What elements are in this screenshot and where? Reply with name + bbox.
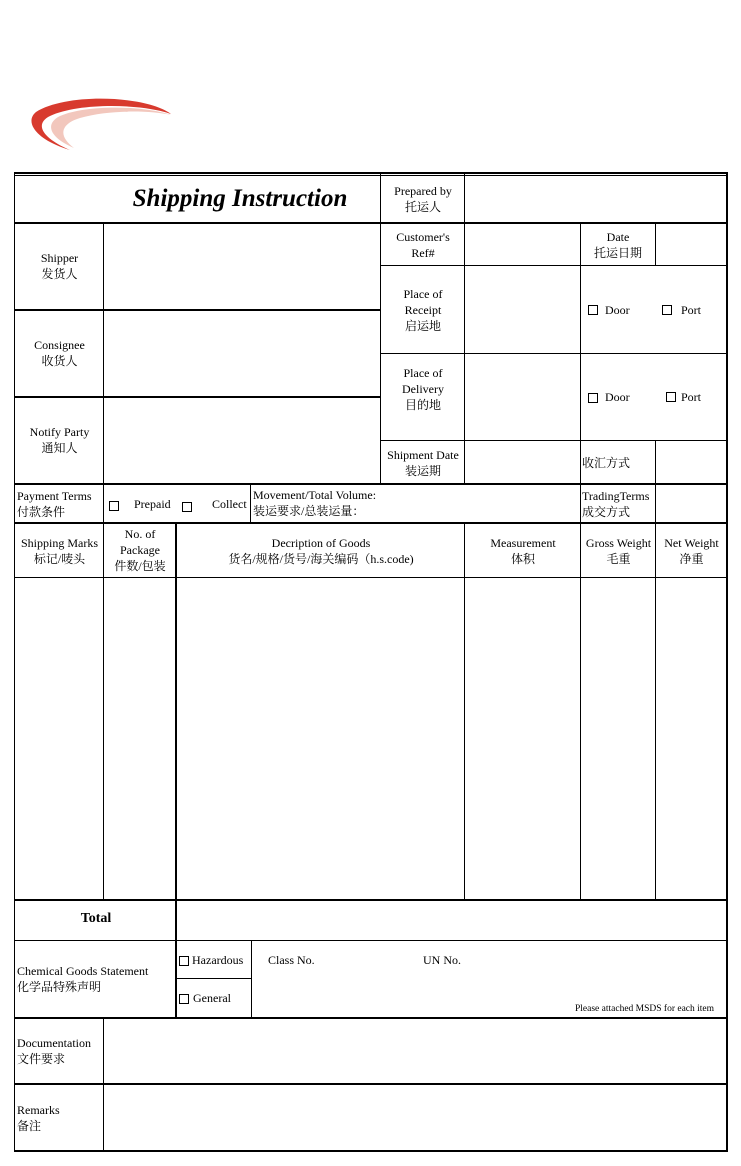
- company-logo: [28, 94, 178, 154]
- place-of-receipt-label: Place of Receipt 启运地: [403, 287, 443, 333]
- delivery-port-checkbox[interactable]: [666, 392, 676, 402]
- consignee-label: Consignee 收货人: [34, 338, 85, 368]
- remarks-field[interactable]: [105, 1086, 725, 1149]
- shipment-date-label: Shipment Date 装运期: [387, 448, 459, 478]
- receipt-port-label: Port: [681, 303, 702, 317]
- collect-checkbox[interactable]: [182, 502, 192, 512]
- remarks-label: Remarks 备注: [17, 1103, 60, 1133]
- notify-party-field[interactable]: [105, 398, 379, 482]
- notify-party-label: Notify Party 通知人: [29, 425, 90, 455]
- collect-label: Collect: [212, 497, 247, 511]
- measurement-field[interactable]: [466, 579, 580, 898]
- receipt-door-label: Door: [605, 303, 630, 317]
- customer-ref-field[interactable]: [466, 224, 580, 265]
- packages-header: No. of Package 件数/包装: [114, 527, 166, 573]
- place-of-delivery-label: Place of Delivery 目的地: [402, 366, 444, 412]
- un-no-label: UN No.: [423, 953, 461, 967]
- remittance-label: 收汇方式: [582, 456, 631, 470]
- date-label: Date 托运日期: [593, 230, 642, 260]
- delivery-port-label: Port: [681, 390, 702, 404]
- receipt-port-checkbox[interactable]: [662, 305, 672, 315]
- gross-weight-header: Gross Weight 毛重: [585, 536, 652, 566]
- prepared-by-field[interactable]: [466, 177, 726, 221]
- total-field[interactable]: [178, 901, 725, 939]
- delivery-door-label: Door: [605, 390, 630, 404]
- shipping-marks-header: Shipping Marks 标记/唛头: [20, 536, 98, 566]
- shipper-field[interactable]: [105, 224, 379, 309]
- place-of-receipt-field[interactable]: [466, 267, 580, 352]
- delivery-door-checkbox[interactable]: [588, 393, 598, 403]
- net-weight-header: Net Weight 净重: [664, 536, 719, 566]
- trading-terms-field[interactable]: [657, 485, 725, 522]
- documentation-field[interactable]: [105, 1019, 725, 1082]
- shipper-label: Shipper 发货人: [40, 251, 79, 281]
- general-label: General: [193, 991, 231, 1005]
- prepaid-checkbox[interactable]: [109, 501, 119, 511]
- gross-weight-field[interactable]: [582, 579, 655, 898]
- trading-terms-label: TradingTerms 成交方式: [582, 489, 650, 519]
- general-checkbox[interactable]: [179, 994, 189, 1004]
- place-of-delivery-field[interactable]: [466, 355, 580, 439]
- date-field[interactable]: [657, 224, 725, 265]
- class-no-label: Class No.: [268, 953, 315, 967]
- total-label: Total: [80, 911, 112, 926]
- customer-ref-label: Customer's Ref#: [396, 230, 450, 260]
- remittance-field[interactable]: [657, 442, 725, 482]
- hazardous-label: Hazardous: [192, 953, 244, 967]
- receipt-door-checkbox[interactable]: [588, 305, 598, 315]
- description-field[interactable]: [178, 579, 463, 898]
- movement-volume-label: Movement/Total Volume: 装运要求/总装运量：: [253, 488, 377, 518]
- packages-field[interactable]: [105, 579, 175, 898]
- shipment-date-field[interactable]: [466, 442, 580, 482]
- description-header: Decription of Goods 货名/规格/货号/海关编码（h.s.code): [228, 536, 414, 566]
- documentation-label: Documentation 文件要求: [17, 1036, 91, 1066]
- net-weight-field[interactable]: [657, 579, 725, 898]
- prepaid-label: Prepaid: [134, 497, 171, 511]
- form-title: Shipping Instruction: [132, 185, 348, 212]
- measurement-header: Measurement 体积: [490, 536, 556, 566]
- payment-terms-label: Payment Terms 付款条件: [17, 489, 92, 519]
- shipping-marks-field[interactable]: [16, 579, 103, 898]
- prepared-by-label: Prepared by 托运人: [394, 184, 452, 214]
- hazardous-checkbox[interactable]: [179, 956, 189, 966]
- consignee-field[interactable]: [105, 311, 379, 396]
- chemical-statement-label: Chemical Goods Statement 化学品特殊声明: [17, 964, 149, 994]
- msds-note: Please attached MSDS for each item: [575, 1004, 715, 1014]
